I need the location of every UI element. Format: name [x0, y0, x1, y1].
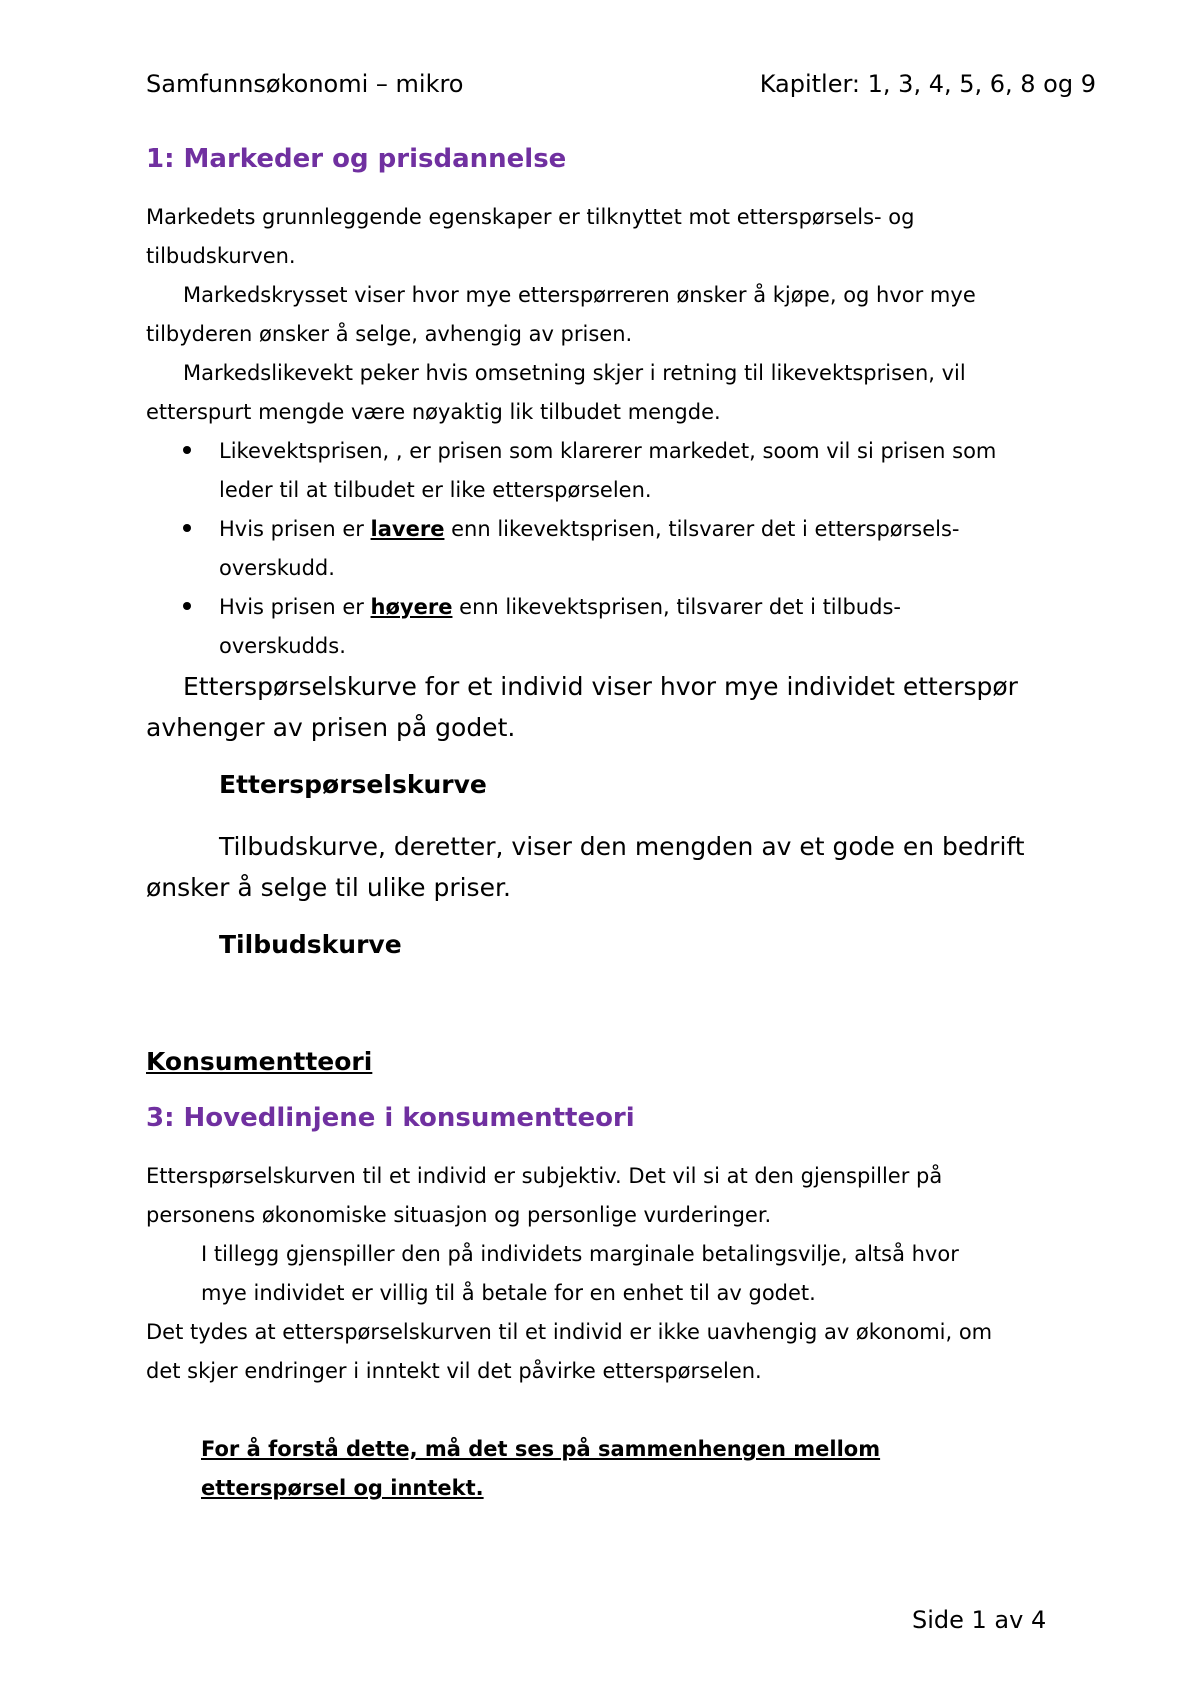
section1-p4-line1: Etterspørselskurve for et individ viser hvor mye individet etterspør [183, 672, 1018, 701]
supply-curve-label: Tilbudskurve [219, 930, 402, 959]
page-number: Side 1 av 4 [912, 1606, 1047, 1634]
bullet3-emphasis: høyere [370, 595, 453, 619]
bullet3-pre: Hvis prisen er [219, 595, 371, 619]
bullet-icon [183, 524, 191, 532]
section1-heading: 1: Markeder og prisdannelse [146, 144, 567, 174]
bullet2-post: enn likevektsprisen, tilsvarer det i etterspørsels- [444, 517, 960, 541]
bullet1-line1: Likevektsprisen, , er prisen som klarerer markedet, soom vil si prisen som [219, 439, 997, 463]
bullet-icon [183, 602, 191, 610]
section3-note-line2: etterspørsel og inntekt. [201, 1476, 484, 1500]
section3-p3-line1: Det tydes at etterspørselskurven til et individ er ikke uavhengig av økonomi, om [146, 1320, 993, 1344]
section1-p2-line2: tilbyderen ønsker å selge, avhengig av prisen. [146, 322, 633, 346]
bullet3-post: enn likevektsprisen, tilsvarer det i tilbuds- [452, 595, 901, 619]
section1-p3-line1: Markedslikevekt peker hvis omsetning skjer i retning til likevektsprisen, vil [183, 361, 966, 385]
bullet3-line2: overskudds. [219, 634, 346, 658]
section1-p3-line2: etterspurt mengde være nøyaktig lik tilbudet mengde. [146, 400, 721, 424]
section3-p1-line1: Etterspørselskurven til et individ er subjektiv. Det vil si at den gjenspiller på [146, 1164, 943, 1188]
konsumentteori-title: Konsumentteori [146, 1047, 373, 1076]
demand-curve-label: Etterspørselskurve [219, 770, 487, 799]
section3-heading: 3: Hovedlinjene i konsumentteori [146, 1103, 635, 1133]
section3-note-line1: For å forstå dette, må det ses på sammenhengen mellom [201, 1437, 881, 1461]
bullet-icon [183, 446, 191, 454]
section3-p2-line1: I tillegg gjenspiller den på individets marginale betalingsvilje, altså hvor [201, 1242, 959, 1266]
header-chapters: Kapitler: 1, 3, 4, 5, 6, 8 og 9 [759, 70, 1096, 98]
section1-p1-line1: Markedets grunnleggende egenskaper er tilknyttet mot etterspørsels- og [146, 205, 915, 229]
section1-p1-line2: tilbudskurven. [146, 244, 296, 268]
bullet2-pre: Hvis prisen er [219, 517, 371, 541]
section1-p4-line2: avhenger av prisen på godet. [146, 713, 516, 742]
section1-p2-line1: Markedskrysset viser hvor mye etterspørreren ønsker å kjøpe, og hvor mye [183, 283, 976, 307]
header-title: Samfunnsøkonomi – mikro [146, 70, 464, 98]
section3-p1-line2: personens økonomiske situasjon og personlige vurderinger. [146, 1203, 772, 1227]
bullet2-line2: overskudd. [219, 556, 335, 580]
section3-p3-line2: det skjer endringer i inntekt vil det påvirke etterspørselen. [146, 1359, 762, 1383]
bullet2-emphasis: lavere [370, 517, 445, 541]
section1-p5-line2: ønsker å selge til ulike priser. [146, 873, 511, 902]
section1-p5-line1: Tilbudskurve, deretter, viser den mengden av et gode en bedrift [219, 832, 1025, 861]
bullet3-line1 [219, 588, 901, 627]
section3-p2-line2: mye individet er villig til å betale for en enhet til av godet. [201, 1281, 816, 1305]
bullet2-line1 [219, 510, 959, 549]
bullet1-line2: leder til at tilbudet er like etterspørselen. [219, 478, 652, 502]
